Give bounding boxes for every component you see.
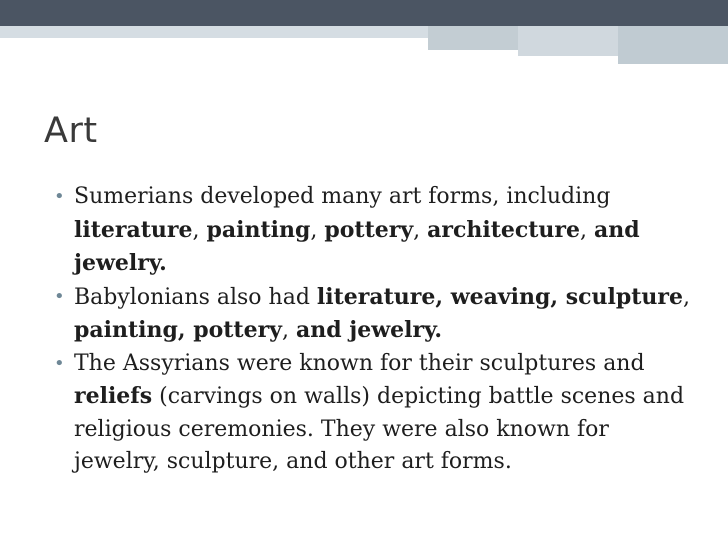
bullet-bold-text: reliefs xyxy=(74,383,153,409)
bullet-bold-text: literature, weaving, sculpture xyxy=(316,283,683,310)
bullet-text: , xyxy=(580,217,595,243)
accent-block xyxy=(428,26,518,50)
bullet-text: , xyxy=(192,217,207,243)
bullet-text: Babylonians also had xyxy=(74,284,317,310)
header-bar xyxy=(0,0,728,26)
bullet-text: , xyxy=(413,217,428,243)
bullet-text: Sumerians developed many art forms, including xyxy=(74,184,611,209)
bullet-text: , xyxy=(310,217,325,243)
accent-block xyxy=(618,26,728,64)
bullet-text: , xyxy=(682,284,690,310)
bullet-list xyxy=(54,181,694,479)
accent-block xyxy=(518,26,618,56)
bullet-item-babylonians xyxy=(54,281,694,348)
bullet-bold-text: and jewelry. xyxy=(74,216,640,276)
bullet-icon: • xyxy=(54,352,65,374)
bullet-icon: • xyxy=(54,186,65,207)
bullet-bold-text: and jewelry. xyxy=(295,317,443,343)
bullet-bold-text: literature xyxy=(74,216,193,243)
bullet-bold-text: architecture xyxy=(427,216,581,243)
bullet-item-assyrians xyxy=(54,348,694,479)
bullet-item-sumerians xyxy=(54,181,694,281)
bullet-text: (carvings on walls) depicting battle scenes and religious ceremonies. They were also known for jewelry, sculpture, and other art forms. xyxy=(74,384,685,474)
bullet-text: The Assyrians were known for their sculptures and xyxy=(74,350,645,376)
bullet-bold-text: painting, pottery xyxy=(74,317,282,343)
bullet-text: , xyxy=(281,318,296,343)
slide-title: Art xyxy=(44,111,98,151)
bullet-bold-text: pottery xyxy=(324,216,414,243)
bullet-bold-text: painting xyxy=(206,216,311,243)
bullet-icon: • xyxy=(54,285,65,307)
